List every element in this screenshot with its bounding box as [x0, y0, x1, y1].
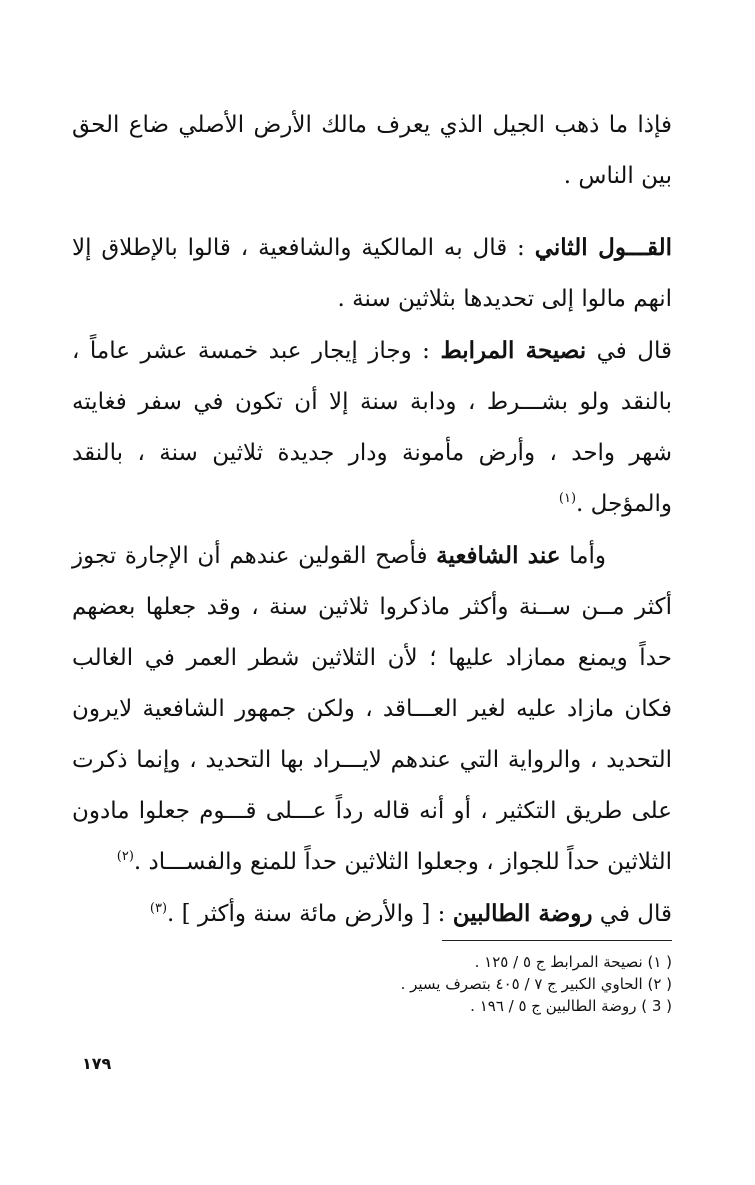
footnote-ref-3: (٣)	[149, 901, 168, 916]
footnote-ref-1: (١)	[558, 491, 577, 506]
paragraph-2-text: : قال به المالكية والشافعية ، قالوا بالإطلاق إلا انهم مالوا إلى تحديدها بثلاثين سنة .	[72, 235, 672, 312]
footnote-divider	[442, 940, 672, 941]
paragraph-1: فإذا ما ذهب الجيل الذي يعرف مالك الأرض الأصلي ضاع الحق بين الناس .	[72, 112, 672, 189]
paragraph-3-prefix: قال في	[586, 338, 672, 364]
school-name-shafiiya: عند الشافعية	[436, 542, 561, 569]
paragraph-5-prefix: قال في	[592, 901, 672, 927]
page-body	[72, 100, 672, 940]
paragraph-5	[72, 888, 672, 940]
footnote-2: ( ٢) الحاوي الكبير ج ٧ / ٤٠٥ بتصرف يسير .	[400, 975, 672, 993]
paragraph-4	[72, 530, 672, 888]
footnote-1: ( ١) نصيحة المرابط ج ٥ / ١٢٥ .	[474, 953, 672, 971]
footnotes	[72, 940, 672, 1017]
page-number: ١٧٩	[82, 1054, 112, 1073]
paragraph-2	[72, 222, 672, 325]
source-title-rawda: روضة الطالبين	[452, 900, 593, 927]
paragraph-4-prefix: وأما	[560, 543, 606, 569]
source-title-nasiha: نصيحة المرابط	[440, 337, 587, 364]
footnote-ref-2: (٢)	[116, 849, 134, 864]
footnote-3: ( 3 ) روضة الطالبين ج ٥ / ١٩٦ .	[470, 997, 672, 1015]
section-heading: القـــول الثاني	[534, 234, 673, 261]
paragraph-5-text: : [ والأرض مائة سنة وأكثر ] .	[167, 901, 453, 927]
paragraph-3	[72, 325, 672, 530]
paragraph-3-text: : وجاز إيجار عبد خمسة عشر عاماً ، بالنقد ولو بشـــرط ، ودابة سنة إلا أن تكون في سفر فغايته شهر واحد ، وأرض مأمونة ودار جديدة ثلاثين سنة ، بالنقد والمؤجل .	[72, 338, 672, 517]
paragraph-4-text: فأصح القولين عندهم أن الإجارة تجوز أكثر مــن ســنة وأكثر ماذكروا ثلاثين سنة ، وقد جعلها بعضهم حداً ويمنع ممازاد عليها ؛ لأن الثلاثين شطر العمر في الغالب فكان مازاد عليه لغير العـــاقد ، ولكن جمهور الشافعية لايرون التحديد ، والرواية التي عندهم لايـــراد بها التحديد ، وإنما ذكرت على طريق التكثير ، أو أنه قاله رداً عـــلى قـــوم جعلوا مادون الثلاثين حداً للجواز ، وجعلوا الثلاثين حداً للمنع والفســـاد .	[72, 543, 672, 875]
